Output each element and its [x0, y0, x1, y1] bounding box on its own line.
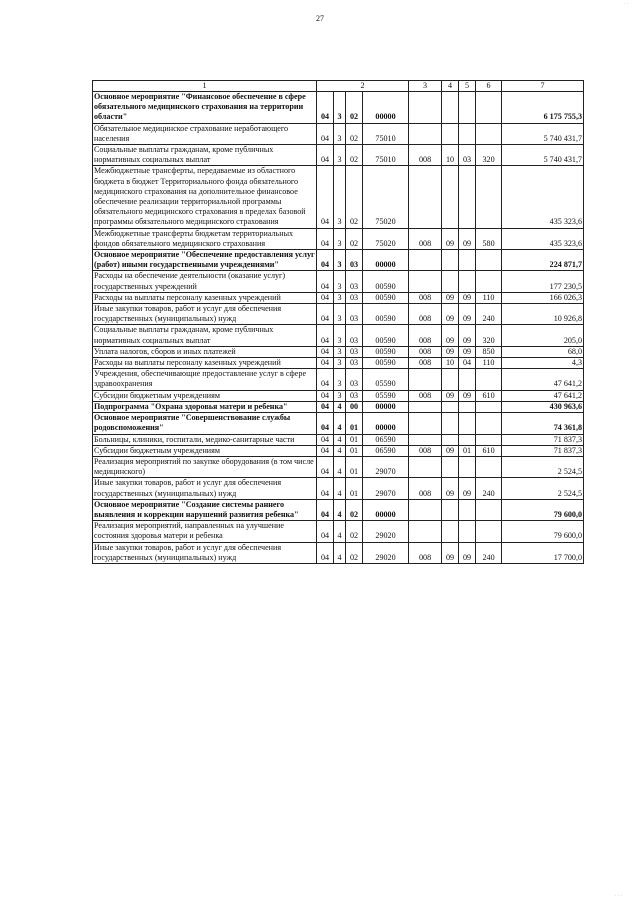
code-section: 04 — [317, 145, 334, 166]
code-measure: 02 — [346, 166, 363, 228]
code-measure: 01 — [346, 478, 363, 499]
code-direction: 00590 — [363, 325, 409, 346]
code-subdivision: 09 — [459, 542, 476, 563]
table-header-row — [93, 81, 584, 92]
code-subdivision — [459, 166, 476, 228]
code-expense-type: 110 — [476, 292, 502, 303]
code-expense-type — [476, 499, 502, 520]
code-subprogram: 3 — [334, 346, 346, 357]
code-section: 04 — [317, 369, 334, 390]
row-amount: 5 740 431,7 — [502, 145, 584, 166]
code-expense-type: 320 — [476, 325, 502, 346]
code-measure: 02 — [346, 92, 363, 124]
column-header-2: 2 — [317, 81, 409, 92]
code-section: 04 — [317, 325, 334, 346]
row-name: Основное мероприятие "Создание системы раннего выявления и коррекции нарушений развития ребенка" — [93, 499, 317, 520]
code-department: 008 — [409, 358, 442, 369]
code-subprogram: 3 — [334, 228, 346, 249]
row-name: Расходы на обеспечение деятельности (оказание услуг) государственных учреждений — [93, 271, 317, 292]
code-division: 09 — [442, 478, 459, 499]
code-division: 09 — [442, 304, 459, 325]
code-subdivision — [459, 369, 476, 390]
table-row — [93, 413, 584, 434]
code-measure: 03 — [346, 325, 363, 346]
code-section: 04 — [317, 271, 334, 292]
column-header-1: 1 — [93, 81, 317, 92]
code-division — [442, 413, 459, 434]
code-subprogram: 3 — [334, 166, 346, 228]
code-subprogram: 4 — [334, 445, 346, 456]
code-section: 04 — [317, 92, 334, 124]
code-division — [442, 456, 459, 477]
row-amount: 17 700,0 — [502, 542, 584, 563]
table-row — [93, 369, 584, 390]
code-subdivision: 09 — [459, 478, 476, 499]
code-direction: 00000 — [363, 250, 409, 271]
code-expense-type: 240 — [476, 542, 502, 563]
table-row — [93, 478, 584, 499]
row-amount: 71 837,3 — [502, 434, 584, 445]
row-name: Иные закупки товаров, работ и услуг для обеспечения государственных (муниципальных) нужд — [93, 478, 317, 499]
row-name: Расходы на выплаты персоналу казенных учреждений — [93, 292, 317, 303]
code-subprogram: 4 — [334, 499, 346, 520]
code-section: 04 — [317, 390, 334, 401]
code-division: 09 — [442, 228, 459, 249]
code-direction: 75010 — [363, 145, 409, 166]
code-department — [409, 271, 442, 292]
code-measure: 02 — [346, 145, 363, 166]
code-direction: 00000 — [363, 499, 409, 520]
column-header-7: 7 — [502, 81, 584, 92]
code-section: 04 — [317, 166, 334, 228]
table-row — [93, 228, 584, 249]
code-measure: 02 — [346, 228, 363, 249]
code-direction: 75010 — [363, 123, 409, 144]
table-row — [93, 390, 584, 401]
code-measure: 03 — [346, 390, 363, 401]
code-subdivision: 09 — [459, 228, 476, 249]
row-name: Реализация мероприятий по закупке оборудования (в том числе медицинского) — [93, 456, 317, 477]
code-section: 04 — [317, 542, 334, 563]
code-section: 04 — [317, 358, 334, 369]
row-amount: 79 600,0 — [502, 521, 584, 542]
row-amount: 47 641,2 — [502, 369, 584, 390]
code-subprogram: 3 — [334, 271, 346, 292]
code-subprogram: 4 — [334, 456, 346, 477]
row-amount: 205,0 — [502, 325, 584, 346]
row-amount: 10 926,8 — [502, 304, 584, 325]
code-division — [442, 499, 459, 520]
code-expense-type — [476, 434, 502, 445]
table-row — [93, 542, 584, 563]
code-subdivision — [459, 456, 476, 477]
code-department — [409, 401, 442, 412]
code-subprogram: 4 — [334, 521, 346, 542]
budget-table — [92, 80, 584, 564]
code-department: 008 — [409, 346, 442, 357]
code-direction: 06590 — [363, 445, 409, 456]
row-name: Подпрограмма "Охрана здоровья матери и ребенка" — [93, 401, 317, 412]
code-direction: 29020 — [363, 521, 409, 542]
code-section: 04 — [317, 228, 334, 249]
column-header-3: 3 — [409, 81, 442, 92]
column-header-5: 5 — [459, 81, 476, 92]
row-name: Иные закупки товаров, работ и услуг для обеспечения государственных (муниципальных) нужд — [93, 304, 317, 325]
code-expense-type — [476, 250, 502, 271]
code-direction: 75020 — [363, 228, 409, 249]
table-row — [93, 292, 584, 303]
code-subprogram: 3 — [334, 390, 346, 401]
table-row — [93, 92, 584, 124]
code-department — [409, 456, 442, 477]
table-row — [93, 145, 584, 166]
code-direction: 00590 — [363, 358, 409, 369]
row-amount: 166 026,3 — [502, 292, 584, 303]
row-amount: 68,0 — [502, 346, 584, 357]
code-expense-type: 610 — [476, 390, 502, 401]
code-direction: 05590 — [363, 369, 409, 390]
code-subdivision: 09 — [459, 346, 476, 357]
code-division: 09 — [442, 325, 459, 346]
code-section: 04 — [317, 478, 334, 499]
row-amount: 5 740 431,7 — [502, 123, 584, 144]
code-subdivision: 01 — [459, 445, 476, 456]
column-header-6: 6 — [476, 81, 502, 92]
code-subprogram: 4 — [334, 434, 346, 445]
code-measure: 03 — [346, 358, 363, 369]
code-department: 008 — [409, 325, 442, 346]
row-name: Субсидии бюджетным учреждениям — [93, 390, 317, 401]
code-expense-type — [476, 92, 502, 124]
code-section: 04 — [317, 123, 334, 144]
row-amount: 74 361,8 — [502, 413, 584, 434]
code-department — [409, 369, 442, 390]
code-subdivision — [459, 499, 476, 520]
row-name: Уплата налогов, сборов и иных платежей — [93, 346, 317, 357]
code-subprogram: 4 — [334, 401, 346, 412]
table-row — [93, 445, 584, 456]
code-measure: 01 — [346, 445, 363, 456]
table-row — [93, 434, 584, 445]
row-name: Основное мероприятие "Обеспечение предоставления услуг (работ) иными государственными учреждениями" — [94, 250, 315, 270]
table-row — [93, 250, 584, 271]
code-measure: 03 — [346, 369, 363, 390]
code-measure: 02 — [346, 542, 363, 563]
code-department — [409, 413, 442, 434]
row-amount: 224 871,7 — [502, 250, 584, 271]
table-row — [93, 304, 584, 325]
code-subprogram: 3 — [334, 292, 346, 303]
row-name: Реализация мероприятий, направленных на улучшение состояния здоровья матери и ребенка — [93, 521, 317, 542]
scan-corner-mark: · · — [623, 2, 628, 7]
code-subprogram: 4 — [334, 478, 346, 499]
code-section: 04 — [317, 250, 334, 271]
code-division: 10 — [442, 358, 459, 369]
code-measure: 02 — [346, 521, 363, 542]
row-amount: 4,3 — [502, 358, 584, 369]
code-direction: 29020 — [363, 542, 409, 563]
page-number: 27 — [316, 14, 324, 23]
code-subdivision — [459, 521, 476, 542]
code-section: 04 — [317, 521, 334, 542]
row-name: Учреждения, обеспечивающие предоставление услуг в сфере здравоохранения — [93, 369, 317, 390]
code-expense-type: 320 — [476, 145, 502, 166]
code-direction: 05590 — [363, 390, 409, 401]
table-row — [93, 271, 584, 292]
code-measure: 00 — [346, 401, 363, 412]
code-subdivision — [459, 250, 476, 271]
code-subdivision — [459, 434, 476, 445]
code-subdivision — [459, 271, 476, 292]
code-section: 04 — [317, 445, 334, 456]
code-department — [409, 521, 442, 542]
code-expense-type: 240 — [476, 478, 502, 499]
code-section: 04 — [317, 292, 334, 303]
row-name: Основное мероприятие "Совершенствование службы родовспоможения" — [93, 413, 317, 434]
table-row — [93, 521, 584, 542]
row-name: Обязательное медицинское страхование неработающего населения — [93, 123, 317, 144]
code-subdivision: 09 — [459, 325, 476, 346]
code-measure: 03 — [346, 304, 363, 325]
row-amount: 2 524,5 — [502, 478, 584, 499]
code-direction: 29070 — [363, 478, 409, 499]
row-name: Межбюджетные трансферты бюджетам территориальных фондов обязательного медицинского страхования — [93, 228, 317, 249]
code-direction: 00000 — [363, 401, 409, 412]
column-header-4: 4 — [442, 81, 459, 92]
row-amount: 6 175 755,3 — [502, 92, 584, 124]
code-direction: 00590 — [363, 292, 409, 303]
code-section: 04 — [317, 499, 334, 520]
code-expense-type — [476, 413, 502, 434]
code-section: 04 — [317, 401, 334, 412]
code-expense-type — [476, 271, 502, 292]
code-subprogram: 3 — [334, 369, 346, 390]
row-name: Расходы на выплаты персоналу казенных учреждений — [93, 358, 317, 369]
row-amount: 2 524,5 — [502, 456, 584, 477]
code-division — [442, 123, 459, 144]
code-division — [442, 166, 459, 228]
row-amount: 71 837,3 — [502, 445, 584, 456]
code-division — [442, 401, 459, 412]
row-amount: 177 230,5 — [502, 271, 584, 292]
code-measure: 01 — [346, 434, 363, 445]
code-division: 09 — [442, 390, 459, 401]
row-name: Иные закупки товаров, работ и услуг для обеспечения государственных (муниципальных) нужд — [93, 542, 317, 563]
code-expense-type — [476, 369, 502, 390]
row-name: Социальные выплаты гражданам, кроме публичных нормативных социальных выплат — [93, 145, 317, 166]
code-measure: 01 — [346, 413, 363, 434]
code-expense-type — [476, 521, 502, 542]
code-section: 04 — [317, 456, 334, 477]
code-division — [442, 434, 459, 445]
code-direction: 29070 — [363, 456, 409, 477]
code-measure: 03 — [346, 346, 363, 357]
code-division: 09 — [442, 542, 459, 563]
row-amount: 435 323,6 — [502, 228, 584, 249]
code-direction: 00590 — [363, 271, 409, 292]
row-name: Социальные выплаты гражданам, кроме публичных нормативных социальных выплат — [93, 325, 317, 346]
code-division — [442, 369, 459, 390]
code-section: 04 — [317, 434, 334, 445]
code-division: 09 — [442, 292, 459, 303]
row-amount: 79 600,0 — [502, 499, 584, 520]
code-division: 09 — [442, 445, 459, 456]
code-section: 04 — [317, 346, 334, 357]
table-row — [93, 499, 584, 520]
table-row — [93, 401, 584, 412]
code-measure: 01 — [346, 456, 363, 477]
code-subdivision: 04 — [459, 358, 476, 369]
row-name: Межбюджетные трансферты, передаваемые из областного бюджета в бюджет Территориального фонда обязательного медицинского страхования на дополнительное финансовое обеспечение реализации территориальной программы обязательного медицинского страхования в пределах базовой программы обязательного медицинского страхования — [93, 166, 317, 228]
row-amount: 430 963,6 — [502, 401, 584, 412]
code-department — [409, 92, 442, 124]
table-row — [93, 346, 584, 357]
row-name: Субсидии бюджетным учреждениям — [93, 445, 317, 456]
code-division — [442, 250, 459, 271]
code-subprogram: 4 — [334, 413, 346, 434]
code-section: 04 — [317, 413, 334, 434]
code-direction: 00590 — [363, 346, 409, 357]
code-expense-type — [476, 166, 502, 228]
code-department: 008 — [409, 542, 442, 563]
code-direction: 00590 — [363, 304, 409, 325]
code-subdivision: 03 — [459, 145, 476, 166]
code-subdivision — [459, 123, 476, 144]
code-section: 04 — [317, 304, 334, 325]
table-row — [93, 123, 584, 144]
code-division — [442, 92, 459, 124]
code-direction: 00000 — [363, 413, 409, 434]
code-subprogram: 3 — [334, 92, 346, 124]
code-subprogram: 3 — [334, 250, 346, 271]
code-subdivision: 09 — [459, 292, 476, 303]
code-subdivision — [459, 413, 476, 434]
code-measure: 03 — [346, 292, 363, 303]
code-measure: 02 — [346, 123, 363, 144]
code-department: 008 — [409, 228, 442, 249]
code-expense-type — [476, 456, 502, 477]
code-department: 008 — [409, 390, 442, 401]
code-division — [442, 271, 459, 292]
table-row — [93, 325, 584, 346]
code-expense-type — [476, 123, 502, 144]
code-department: 008 — [409, 445, 442, 456]
row-name: Основное мероприятие "Финансовое обеспечение в сфере обязательного медицинского страхования на территории области" — [93, 92, 317, 124]
code-subdivision — [459, 401, 476, 412]
code-expense-type — [476, 401, 502, 412]
code-measure: 03 — [346, 250, 363, 271]
code-expense-type: 850 — [476, 346, 502, 357]
code-expense-type: 110 — [476, 358, 502, 369]
code-department — [409, 434, 442, 445]
code-direction: 75020 — [363, 166, 409, 228]
table-row — [93, 358, 584, 369]
code-subprogram: 3 — [334, 325, 346, 346]
row-name: Больницы, клиники, госпитали, медико-санитарные части — [93, 434, 317, 445]
code-division: 10 — [442, 145, 459, 166]
code-measure: 02 — [346, 499, 363, 520]
code-measure: 03 — [346, 271, 363, 292]
code-subprogram: 3 — [334, 123, 346, 144]
table-row — [93, 456, 584, 477]
table-row — [93, 166, 584, 228]
code-division — [442, 521, 459, 542]
code-direction: 00000 — [363, 92, 409, 124]
code-department — [409, 499, 442, 520]
code-department: 008 — [409, 292, 442, 303]
code-department: 008 — [409, 145, 442, 166]
row-amount: 47 641,2 — [502, 390, 584, 401]
code-department — [409, 166, 442, 228]
code-subprogram: 3 — [334, 145, 346, 166]
code-expense-type: 580 — [476, 228, 502, 249]
scan-footer-mark: · · · — [614, 894, 622, 899]
code-department: 008 — [409, 478, 442, 499]
code-expense-type: 610 — [476, 445, 502, 456]
code-subprogram: 3 — [334, 358, 346, 369]
code-subprogram: 4 — [334, 542, 346, 563]
code-subprogram: 3 — [334, 304, 346, 325]
code-expense-type: 240 — [476, 304, 502, 325]
code-department — [409, 123, 442, 144]
code-subdivision: 09 — [459, 390, 476, 401]
code-subdivision — [459, 92, 476, 124]
row-amount: 435 323,6 — [502, 166, 584, 228]
code-direction: 06590 — [363, 434, 409, 445]
code-department: 008 — [409, 304, 442, 325]
code-division: 09 — [442, 346, 459, 357]
code-department — [409, 250, 442, 271]
code-subdivision: 09 — [459, 304, 476, 325]
